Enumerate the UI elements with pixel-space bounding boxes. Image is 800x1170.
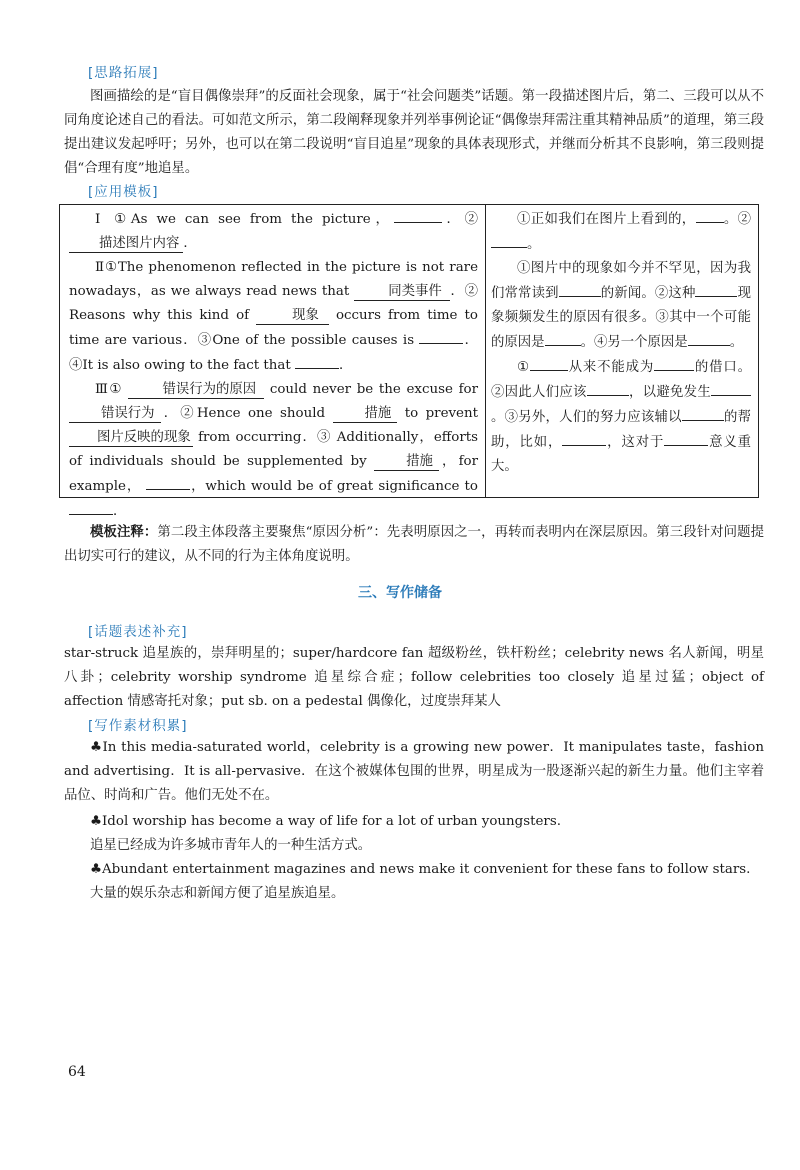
table-divider	[485, 205, 486, 497]
section-label-template: [应用模板]	[88, 184, 159, 200]
thinking-paragraph: 图画描绘的是“盲目偶像崇拜”的反面社会现象，属于“社会问题类”话题。第一段描述图片后，第二、三段可以从不同角度论述自己的看法。可如范文所示，第二段阐释现象并列举事例论证“偶像崇拜需注重其精神品质”的道理，第三段提出建议发起呼吁；另外，也可以在第二段说明“盲目追星”现象的具体表现形式，并继而分析其不良影响，第三段则提倡“合理有度”地追星。	[64, 89, 764, 176]
template-chinese-column	[491, 207, 751, 479]
material-translation-2: 追星已经成为许多城市青年人的一种生活方式。	[90, 838, 372, 853]
blank	[562, 430, 606, 446]
material-sentence-1: ♣In this media-saturated world，celebrity is a growing new power．It manipulates taste，fashion and advertising．It is all-pervasive．在这个被媒体包围的世界，明星成为一股逐渐兴起的新生力量。他们主宰着品位、时尚和广告。他们无处不在。	[64, 740, 764, 803]
fill-label: 描述图片内容	[69, 236, 183, 253]
blank	[587, 380, 629, 396]
template-en-para-3: Ⅲ① 错误行为的原因 could never be the excuse for 错误行为 ．②Hence one should 措施 to prevent 图片反映的现象 from occurring．③ Additionally，efforts of individuals should be supplemented by 措施 ，for example， ，which would be of great significance to ．	[69, 382, 478, 519]
fill-label: 图片反映的现象	[69, 430, 193, 447]
blank	[394, 207, 442, 223]
template-en-para-2: Ⅱ①The phenomenon reflected in the picture is not rare nowadays，as we always read news that 同类事件 ．② Reasons why this kind of 现象 occurs from time to time are various．③One of the possible causes is ．④It is also owing to the fact that ．	[69, 260, 479, 373]
template-zh-para-1: ①正如我们在图片上看到的， 。②。	[491, 207, 751, 257]
fill-label: 现象	[256, 308, 329, 325]
club-icon: ♣	[90, 740, 103, 755]
blank	[682, 405, 724, 421]
template-en-para-1: Ⅰ ①As we can see from the picture， ．②描述图片内容 ．	[69, 207, 478, 256]
blank	[530, 355, 568, 371]
blank	[419, 328, 463, 344]
note-label: 模板注释：	[90, 525, 158, 540]
template-zh-para-3: ① 从来不能成为 的借口。②因此人们应该 ，以避免发生。③另外，人们的努力应该辅以 的帮助，比如， ，这对于 意义重大。	[491, 355, 751, 479]
section-title-writing-preparation: 三、写作储备	[358, 585, 442, 601]
fill-label: 措施	[374, 454, 439, 471]
note-text: 第二段主体段落主要聚焦“原因分析”：先表明原因之一，再转而表明内在深层原因。第三段针对问题提出切实可行的建议，从不同的行为主体角度说明。	[64, 525, 764, 564]
blank	[664, 430, 708, 446]
template-zh-para-2: ①图片中的现象如今并不罕见，因为我们常常读到 的新闻。②这种 现象频频发生的原因有很多。③其中一个可能的原因是 。④另一个原因是 。	[491, 261, 752, 350]
blank	[559, 281, 601, 297]
blank	[688, 330, 730, 346]
blank	[711, 380, 751, 396]
blank	[695, 281, 737, 297]
fill-label: 措施	[333, 406, 398, 423]
blank	[545, 330, 581, 346]
club-icon: ♣	[90, 814, 103, 829]
club-icon: ♣	[90, 862, 103, 877]
section-label-thinking: [思路拓展]	[88, 65, 159, 81]
material-sentence-3: ♣Abundant entertainment magazines and news make it convenient for these fans to follow stars.	[90, 862, 751, 877]
section-label-material: [写作素材积累]	[88, 718, 188, 734]
fill-label: 错误行为	[69, 406, 161, 423]
topic-expressions: star-struck 追星族的，崇拜明星的；super/hardcore fan 超级粉丝，铁杆粉丝；celebrity news 名人新闻，明星八卦；celebrity worship syndrome 追星综合症；follow celebrities too closely 追星过猛；object of affection 情感寄托对象；put sb. on a pedestal 偶像化，过度崇拜某人	[64, 646, 764, 709]
page-number: 64	[68, 1064, 86, 1080]
section-label-topic: [话题表述补充]	[88, 624, 188, 640]
blank	[295, 353, 339, 369]
blank	[69, 499, 113, 515]
fill-label: 同类事件	[354, 284, 450, 301]
material-sentence-2: ♣Idol worship has become a way of life for a lot of urban youngsters.	[90, 814, 561, 829]
blank	[654, 355, 694, 371]
material-translation-3: 大量的娱乐杂志和新闻方便了追星族追星。	[90, 886, 345, 901]
fill-label: 错误行为的原因	[128, 382, 264, 399]
blank	[491, 232, 527, 248]
blank	[146, 474, 190, 490]
blank	[696, 207, 724, 223]
template-english-column	[69, 207, 478, 524]
template-note	[64, 521, 764, 569]
template-table	[59, 204, 759, 519]
